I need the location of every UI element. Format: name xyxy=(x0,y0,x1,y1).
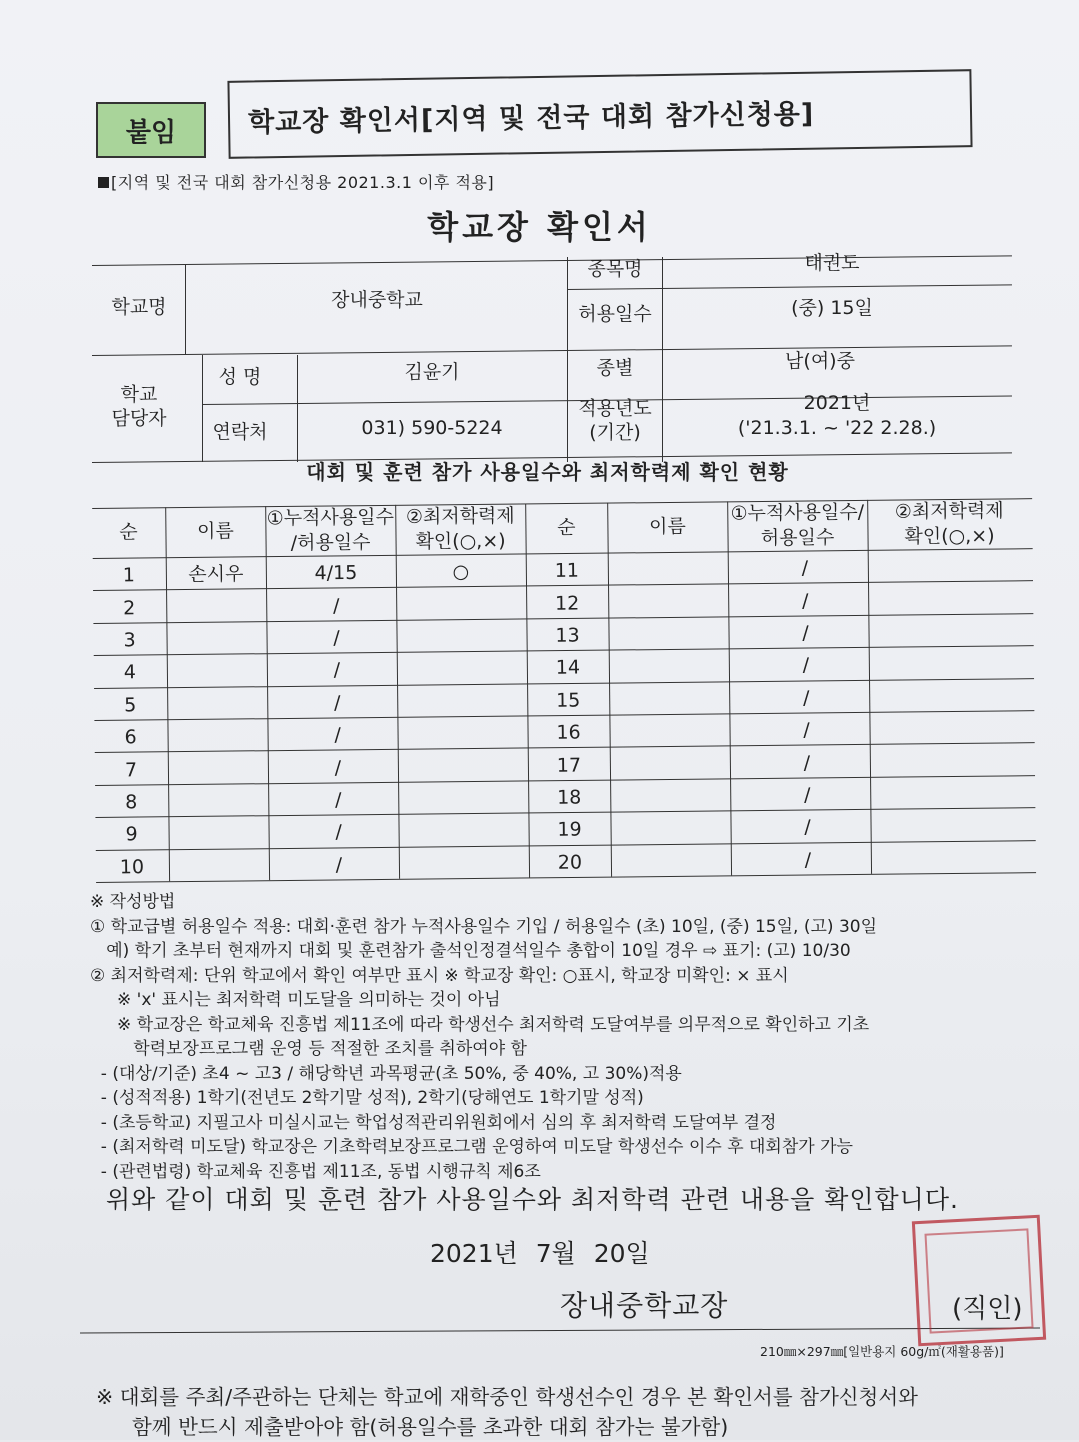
col-header-name: 이름 xyxy=(196,520,234,543)
days-used: / xyxy=(801,589,809,612)
row-number: 10 xyxy=(119,855,145,879)
note-line: 학력보장프로그램 운영 등 적절한 조치를 취하여야 함 xyxy=(90,1039,527,1059)
submission-note-line-2: 함께 반드시 제출받아야 함(허용일수를 초과한 대회 참가는 불가함) xyxy=(132,1415,729,1439)
row-number: 18 xyxy=(557,786,582,809)
divider xyxy=(80,1327,1040,1333)
col-header-name-right: 이름 xyxy=(648,515,686,538)
days-used: / xyxy=(802,622,809,645)
note-line: - (최저학력 미도달) 학교장은 기초학력보장프로그램 운영하여 미도달 학생선수 이수 후 대회참가 가능 xyxy=(90,1137,853,1157)
category-label: 종별 xyxy=(596,357,634,380)
confirmation-statement: 위와 같이 대회 및 훈련 참가 사용일수와 최저학력 관련 내용을 확인합니다. xyxy=(106,1185,959,1214)
days-used: / xyxy=(333,627,340,650)
row-number: 7 xyxy=(124,758,138,781)
col-header-check-right: ②최저학력제 확인(○,×) xyxy=(894,499,1004,548)
note-line: ※ 학교장은 학교체육 진흥법 제11조에 따라 학생선수 최저학력 도달여부를 의무적으로 확인하고 기초 xyxy=(90,1014,870,1035)
manager-label: 학교 담당자 xyxy=(111,383,167,429)
days-used: / xyxy=(333,659,341,682)
submission-note-line-1: ※ 대회를 주최/주관하는 단체는 학교에 재학중인 학생선수인 경우 본 확인서를 참가신청서와 xyxy=(96,1385,918,1409)
col-header-days-right: ①누적사용일수/ 허용일수 xyxy=(730,501,865,549)
note-line: ※ 'x' 표시는 최저학력 미도달을 의미하는 것이 아님 xyxy=(90,990,501,1010)
paper-size-note: 210㎜×297㎜[일반용지 60g/㎡(재활용품)] xyxy=(760,1344,1004,1359)
submission-note xyxy=(96,1382,1056,1442)
days-used: / xyxy=(802,654,810,677)
note-line: - (초등학교) 지필고사 미실시교는 학업성적관리위원회에서 심의 후 최저학력 도달여부 결정 xyxy=(90,1112,777,1133)
scope-note xyxy=(98,170,494,193)
days-used: / xyxy=(332,594,340,617)
school-label: 학교명 xyxy=(111,296,167,319)
note-line: ※ 작성방법 xyxy=(90,892,176,912)
row-number: 3 xyxy=(123,629,136,652)
days-used: / xyxy=(801,557,809,580)
days-used: / xyxy=(335,821,342,844)
issue-date: 2021년 7월 20일 xyxy=(430,1239,650,1268)
note-line: - (대상/기준) 초4 ~ 고3 / 해당학년 과목평균(초 50%, 중 40%, 고 30%)적용 xyxy=(90,1063,682,1084)
category-value: 남(여)중 xyxy=(785,350,855,373)
row-number: 12 xyxy=(555,592,580,615)
row-number: 1 xyxy=(122,564,136,587)
name-value: 김윤기 xyxy=(404,361,460,384)
table-title: 대회 및 훈련 참가 사용일수와 최저학력제 확인 현황 xyxy=(306,460,789,484)
official-seal-stamp xyxy=(912,1215,1046,1347)
row-number: 13 xyxy=(555,624,580,647)
days-used: / xyxy=(802,686,810,710)
days-used: / xyxy=(333,691,341,714)
days-used: 4/15 xyxy=(314,562,358,585)
sport-value: 태권도 xyxy=(804,252,860,275)
row-number: 16 xyxy=(556,721,581,744)
note-line: - (관련법령) 학교체육 진흥법 제11조, 동법 시행규칙 제6조 xyxy=(90,1161,541,1182)
row-number: 9 xyxy=(125,823,138,846)
row-number: 20 xyxy=(557,851,583,874)
note-line: ② 최저학력제: 단위 학교에서 확인 여부만 표시 ※ 학교장 확인: ○표시, 학교장 미확인: × 표시 xyxy=(90,965,789,986)
days-used: / xyxy=(334,724,341,747)
row-number: 5 xyxy=(124,694,137,717)
instructions xyxy=(90,890,1050,1184)
row-number: 6 xyxy=(124,726,137,749)
row-number: 2 xyxy=(123,596,136,619)
row-number: 19 xyxy=(557,818,582,842)
row-number: 17 xyxy=(556,754,582,777)
days-used: / xyxy=(803,751,811,774)
days-used: / xyxy=(334,789,342,812)
note-line: - (성적적용) 1학기(전년도 2학기말 성적), 2학기(당해연도 1학기말 성적) xyxy=(90,1088,644,1108)
min-academic-check: ○ xyxy=(452,560,470,584)
col-header-check: ②최저학력제 확인(○,×) xyxy=(405,504,515,553)
contact-label: 연락처 xyxy=(212,421,268,444)
attachment-tag: 붙임 xyxy=(96,102,206,158)
period-year: 2021년 xyxy=(803,392,871,415)
row-number: 8 xyxy=(125,791,138,814)
note-line: 예) 학기 초부터 현재까지 대회 및 훈련참가 출석인정결석일수 총합이 10일 경우 ⇨ 표기: (고) 10/30 xyxy=(90,941,851,961)
col-header-no-right: 순 xyxy=(557,516,576,539)
allowed-label: 허용일수 xyxy=(578,303,652,326)
period-range: ('21.3.1. ~ '22 2.28.) xyxy=(737,417,937,440)
days-used: / xyxy=(803,719,810,742)
sport-label: 종목명 xyxy=(587,258,643,281)
name-label: 성 명 xyxy=(218,366,262,389)
days-used: / xyxy=(804,848,812,872)
row-number: 11 xyxy=(554,559,580,583)
days-used: / xyxy=(803,784,811,807)
document-title: 학교장 확인서 xyxy=(427,208,652,246)
row-number: 14 xyxy=(555,656,581,680)
participation-table xyxy=(92,480,1036,885)
principal-title: 장내중학교장 xyxy=(560,1289,729,1322)
student-name: 손시우 xyxy=(188,563,244,586)
col-header-no: 순 xyxy=(119,521,138,544)
note-line: ① 학교급별 허용일수 적용: 대회·훈련 참가 누적사용일수 기입 / 허용일수 (초) 10일, (중) 15일, (고) 30일 xyxy=(90,916,878,937)
row-number: 15 xyxy=(556,689,581,712)
col-header-days: ①누적사용일수 /허용일수 xyxy=(266,506,395,554)
row-number: 4 xyxy=(123,661,137,684)
days-used: / xyxy=(804,816,811,839)
allowed-value: (중) 15일 xyxy=(791,297,873,320)
square-bullet-icon xyxy=(98,177,109,188)
period-label: 적용년도 (기간) xyxy=(578,397,652,443)
days-used: / xyxy=(334,756,342,779)
school-value: 장내중학교 xyxy=(331,289,423,312)
scope-text: [지역 및 전국 대회 참가신청용 2021.3.1 이후 적용] xyxy=(111,173,495,192)
days-used: / xyxy=(335,853,343,876)
contact-value: 031) 590-5224 xyxy=(361,417,503,440)
info-table xyxy=(92,237,1012,463)
seal-label: (직인) xyxy=(952,1294,1023,1324)
form-title: 학교장 확인서[지역 및 전국 대회 참가신청용] xyxy=(227,69,972,159)
